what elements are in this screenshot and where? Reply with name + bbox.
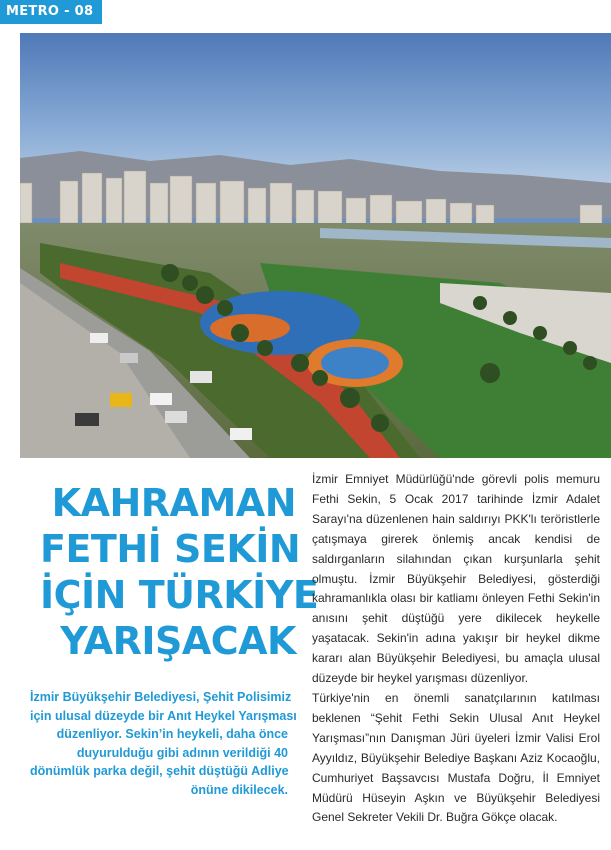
lead-line: dönümlük parka değil, şehit düştüğü Adliye — [30, 764, 289, 778]
park-aerial-illustration — [20, 33, 611, 458]
park-aerial-photo — [20, 33, 611, 458]
lead-line: duyurulduğu gibi adının verildiği 40 — [76, 745, 288, 760]
lead-line: düzenliyor. Sekin’in heykeli, daha önce — [56, 727, 288, 741]
body-paragraph: Türkiye'nin en önemli sanatçılarının katılması beklenen “Şehit Fethi Sekin Ulusal Anıt Heykel Yarışması”nın Danışman Jüri üyeleri İzmir Valisi Erol Ayyıldız, Büyükşehir Belediye Başkanı Aziz Kocaoğlu, Cumhuriyet Başsavcısı Mustafa Doğru, İl Emniyet Müdürü Hüseyin Aşkın ve Büyükşehir Belediyesi Genel Sekreter Vekili Dr. Buğra Gökçe olacak. — [312, 690, 600, 825]
article-headline — [40, 480, 319, 664]
headline-line: YARIŞACAK — [60, 619, 296, 663]
lead-line: için ulusal düzeyde bir Anıt Heykel Yarışması — [30, 708, 297, 723]
lead-line: İzmir Büyükşehir Belediyesi, Şehit Polisimiz — [30, 690, 292, 704]
body-paragraph: İzmir Emniyet Müdürlüğü'nde görevli polis memuru Fethi Sekin, 5 Ocak 2017 tarihinde İzmir Adalet Sarayı'na düzenlenen hain saldırıyı PKK'lı teröristlerle çatışmaya girerek önlemiş ancak kendisi de saldırganların silahından çıkan kurşunlarla şehit olmuştu. İzmir Büyükşehir Belediyesi, gösterdiği kahramanlıkla olası bir katliamı önleyen Fethi Sekin'in anısını şehit düştüğü yere dikilecek heykelle yaşatacak. Sekin'in adına yakışır bir heykel dikme kararı alan Büyükşehir Belediyesi, bu amaçla ulusal düzeyde bir heykel yarışması düzenliyor. — [312, 472, 600, 686]
headline-line: FETHİ SEKİN — [40, 527, 301, 571]
lead-line: önüne dikilecek. — [190, 782, 288, 797]
article-body — [312, 470, 600, 828]
article-lead — [30, 688, 297, 799]
headline-line: İÇİN TÜRKİYE — [40, 573, 319, 617]
section-label: METRO - 08 — [0, 0, 102, 24]
headline-line: KAHRAMAN — [51, 481, 296, 525]
